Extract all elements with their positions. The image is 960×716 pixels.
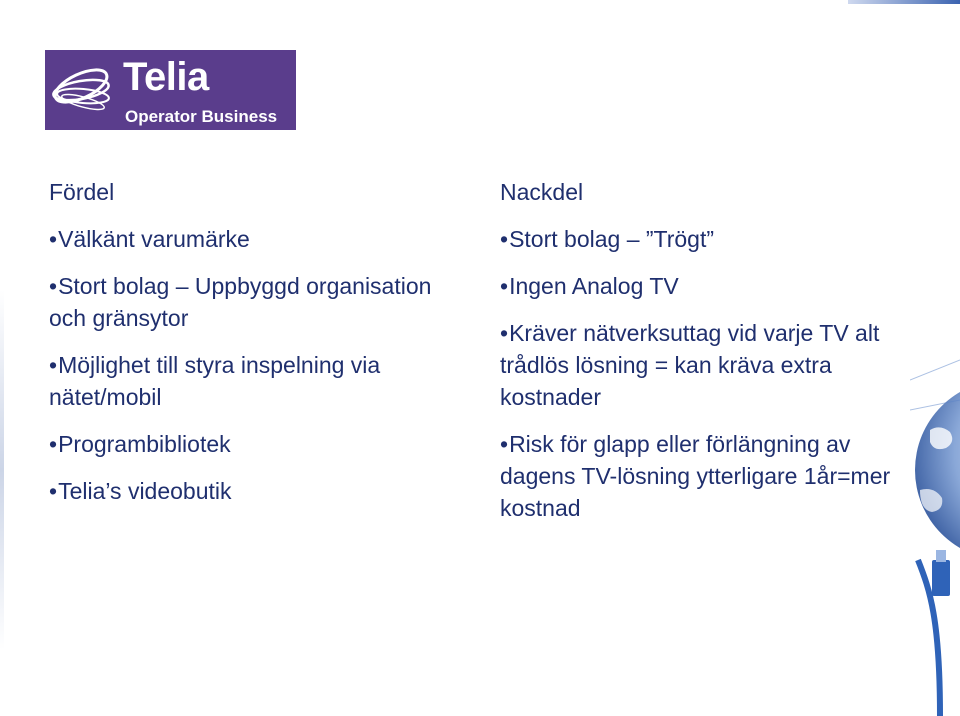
top-accent-bar: [848, 0, 960, 4]
telia-swirl-icon: [45, 50, 125, 130]
list-item: • Stort bolag – Uppbyggd organisation och gränsytor: [49, 270, 459, 334]
pros-column: [49, 176, 459, 522]
logo-subtitle: Operator Business: [125, 107, 278, 126]
left-edge-shade: [0, 290, 4, 650]
list-item: • Kräver nätverksuttag vid varje TV alt trådlös lösning = kan kräva extra kostnader: [500, 317, 920, 413]
telia-logo: [45, 50, 296, 130]
cons-column: [500, 176, 920, 539]
cons-list: [500, 223, 920, 524]
globe-network-cable-icon: [910, 260, 960, 716]
list-item: • Risk för glapp eller förlängning av dagens TV-lösning ytterligare 1år=mer kostnad: [500, 428, 920, 524]
pros-list: [49, 223, 459, 507]
list-item: • Telia’s videobutik: [49, 475, 459, 507]
logo-name: Telia: [123, 55, 209, 99]
list-item: • Möjlighet till styra inspelning via nätet/mobil: [49, 349, 459, 413]
list-item: • Ingen Analog TV: [500, 270, 920, 302]
cons-heading: Nackdel: [500, 179, 584, 205]
pros-heading: Fördel: [49, 179, 115, 205]
list-item: • Välkänt varumärke: [49, 223, 459, 255]
list-item: • Stort bolag – ”Trögt”: [500, 223, 920, 255]
list-item: • Programbibliotek: [49, 428, 459, 460]
